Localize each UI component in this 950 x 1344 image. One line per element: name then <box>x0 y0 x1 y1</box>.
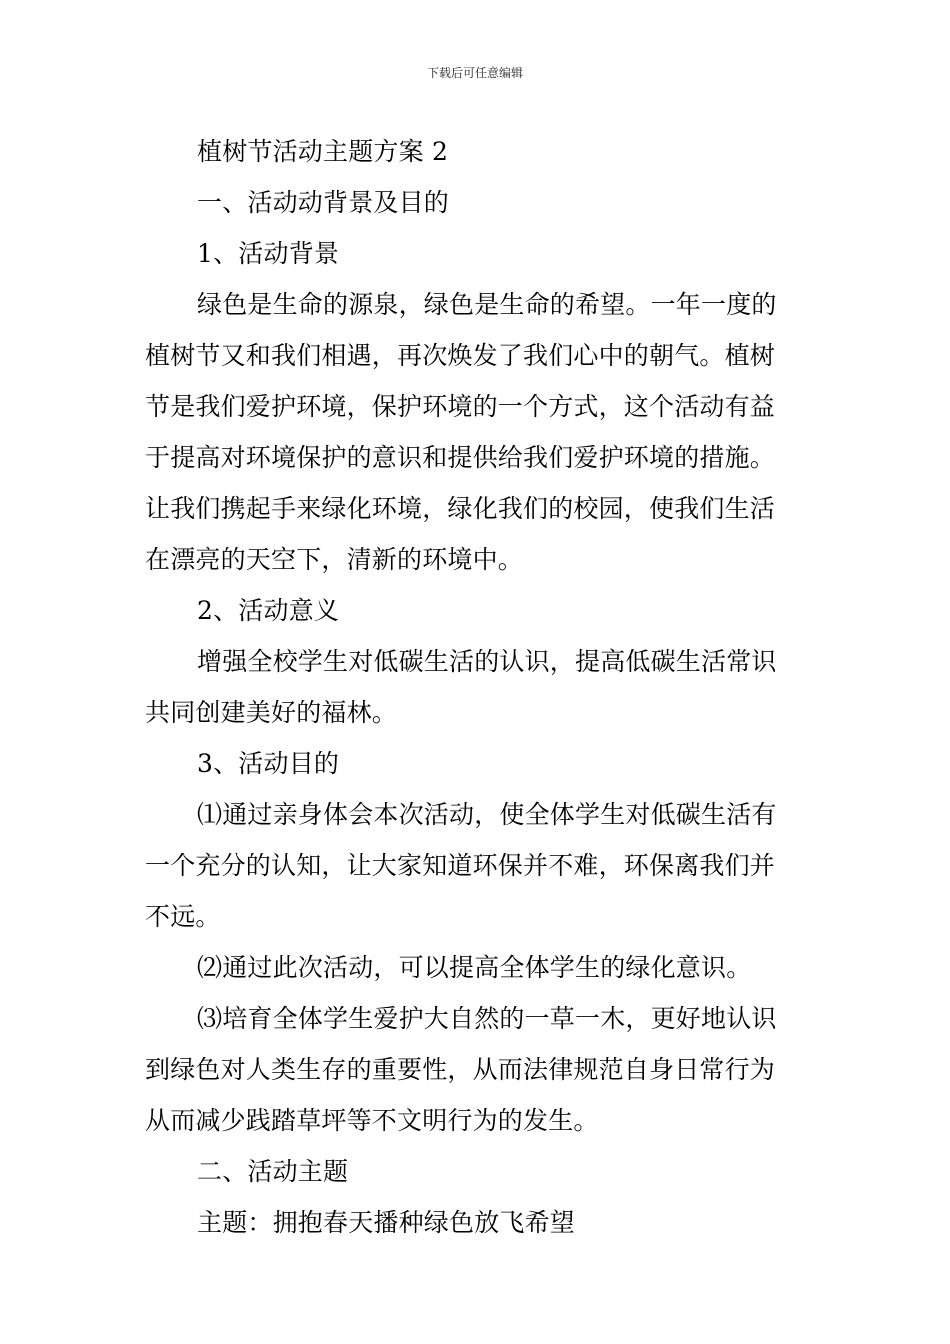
list-item-line: 到绿色对人类生存的重要性，从而法律规范自身日常行为 <box>145 1055 776 1084</box>
paragraph-line: 节是我们爱护环境，保护环境的一个方式，这个活动有益 <box>145 392 776 421</box>
paragraph-line: 植树节又和我们相遇，再次焕发了我们心中的朝气。植树 <box>145 341 776 370</box>
section-heading-2: 二、活动主题 <box>197 1157 349 1186</box>
document-body <box>145 126 815 1248</box>
subheading-background: 1、活动背景 <box>197 239 340 268</box>
subheading-significance: 2、活动意义 <box>197 596 340 625</box>
section-heading-1: 一、活动动背景及目的 <box>197 188 450 217</box>
subheading-purpose: 3、活动目的 <box>197 749 340 778</box>
theme-line: 主题：拥抱春天播种绿色放飞希望 <box>197 1208 576 1237</box>
document-title: 植树节活动主题方案 2 <box>197 137 449 166</box>
list-item-line: ⑶培育全体学生爱护大自然的一草一木，更好地认识 <box>197 1004 777 1033</box>
paragraph-line: 绿色是生命的源泉，绿色是生命的希望。一年一度的 <box>197 290 777 319</box>
list-item-line: 一个充分的认知，让大家知道环保并不难，环保离我们并 <box>145 851 776 880</box>
paragraph-line: 让我们携起手来绿化环境，绿化我们的校园，使我们生活 <box>145 494 776 523</box>
paragraph-line: 于提高对环境保护的意识和提供给我们爱护环境的措施。 <box>145 443 776 472</box>
paragraph-line: 在漂亮的天空下，清新的环境中。 <box>145 545 524 574</box>
paragraph-line: 增强全校学生对低碳生活的认识，提高低碳生活常识 <box>197 647 777 676</box>
list-item-line: 从而减少践踏草坪等不文明行为的发生。 <box>145 1106 599 1135</box>
list-item-line: ⑵通过此次活动，可以提高全体学生的绿化意识。 <box>197 953 752 982</box>
page-header-note: 下载后可任意编辑 <box>426 66 523 80</box>
paragraph-line: 共同创建美好的福林。 <box>145 698 398 727</box>
list-item-line: 不远。 <box>145 902 221 931</box>
list-item-line: ⑴通过亲身体会本次活动，使全体学生对低碳生活有 <box>197 800 777 829</box>
